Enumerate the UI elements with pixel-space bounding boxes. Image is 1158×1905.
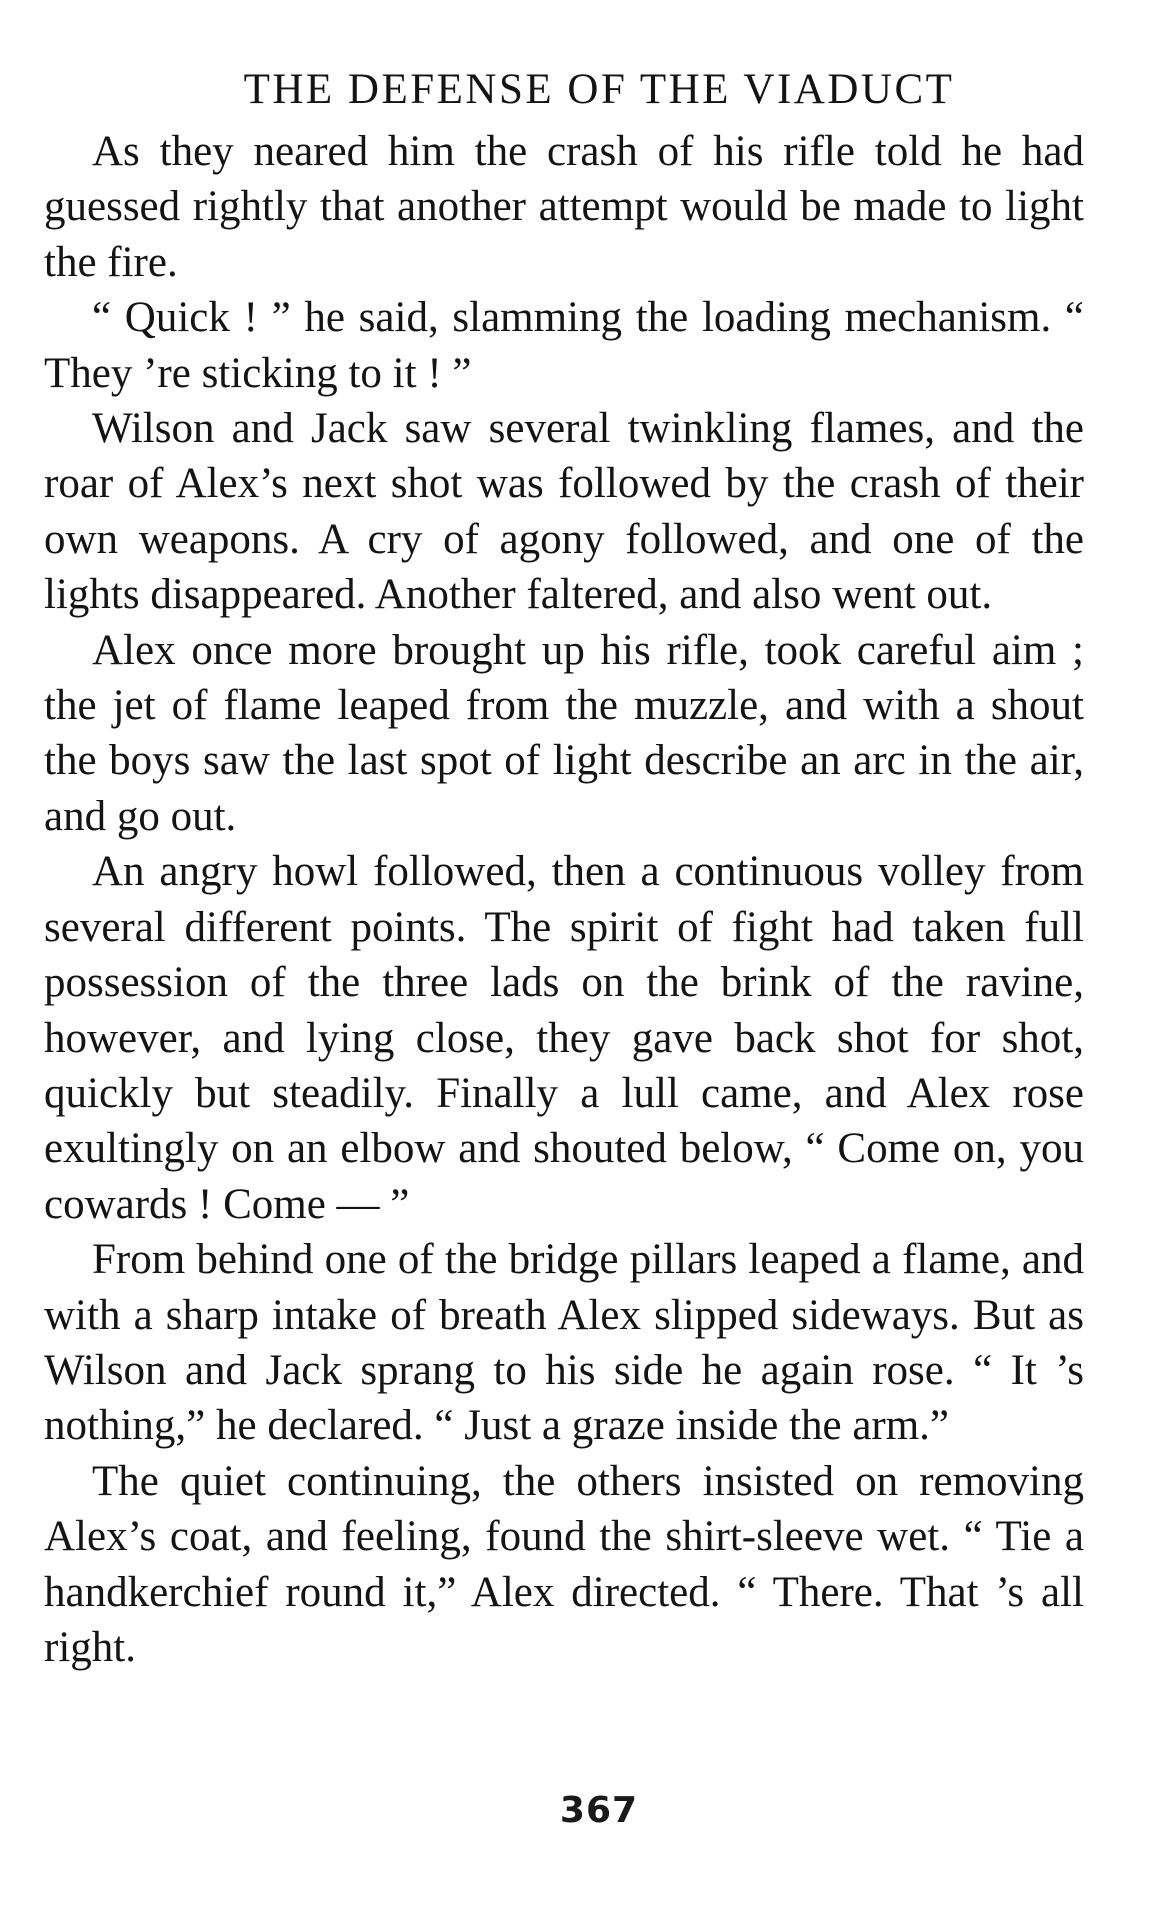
paragraph: An angry howl followed, then a continuous volley from several different points. The spirit of fight had taken full possession of the three lads on the brink of the ravine, however, and lying close, they gave back shot for shot, quickly but steadily. Finally a lull came, and Alex rose exultingly on an elbow and shouted below, “ Come on, you cowards ! Come — ”: [44, 848, 1084, 1228]
running-head: THE DEFENSE OF THE VIADUCT: [243, 66, 955, 113]
page-number: 367: [559, 1790, 639, 1831]
paragraph: As they neared him the crash of his rifle told he had guessed rightly that another attempt would be made to light the fire.: [44, 128, 1084, 286]
paragraph: Wilson and Jack saw several twinkling flames, and the roar of Alex’s next shot was followed by the crash of their own weapons. A cry of agony followed, and one of the lights disappeared. Another faltered, and also went out.: [44, 405, 1084, 619]
body-text: [44, 124, 1084, 1675]
paragraph: The quiet continuing, the others insisted on removing Alex’s coat, and feeling, found the shirt-sleeve wet. “ Tie a handkerchief round it,” Alex directed. “ There. That ’s all right.: [44, 1457, 1084, 1671]
paragraph: From behind one of the bridge pillars leaped a flame, and with a sharp intake of breath Alex slipped sideways. But as Wilson and Jack sprang to his side he again rose. “ It ’s nothing,” he declared. “ Just a graze inside the arm.”: [44, 1236, 1084, 1450]
paragraph: Alex once more brought up his rifle, took careful aim ; the jet of flame leaped from the muzzle, and with a shout the boys saw the last spot of light describe an arc in the air, and go out.: [44, 626, 1084, 840]
book-page: [44, 60, 1084, 1675]
paragraph: “ Quick ! ” he said, slamming the loading mechanism. “ They ’re sticking to it ! ”: [44, 294, 1084, 397]
